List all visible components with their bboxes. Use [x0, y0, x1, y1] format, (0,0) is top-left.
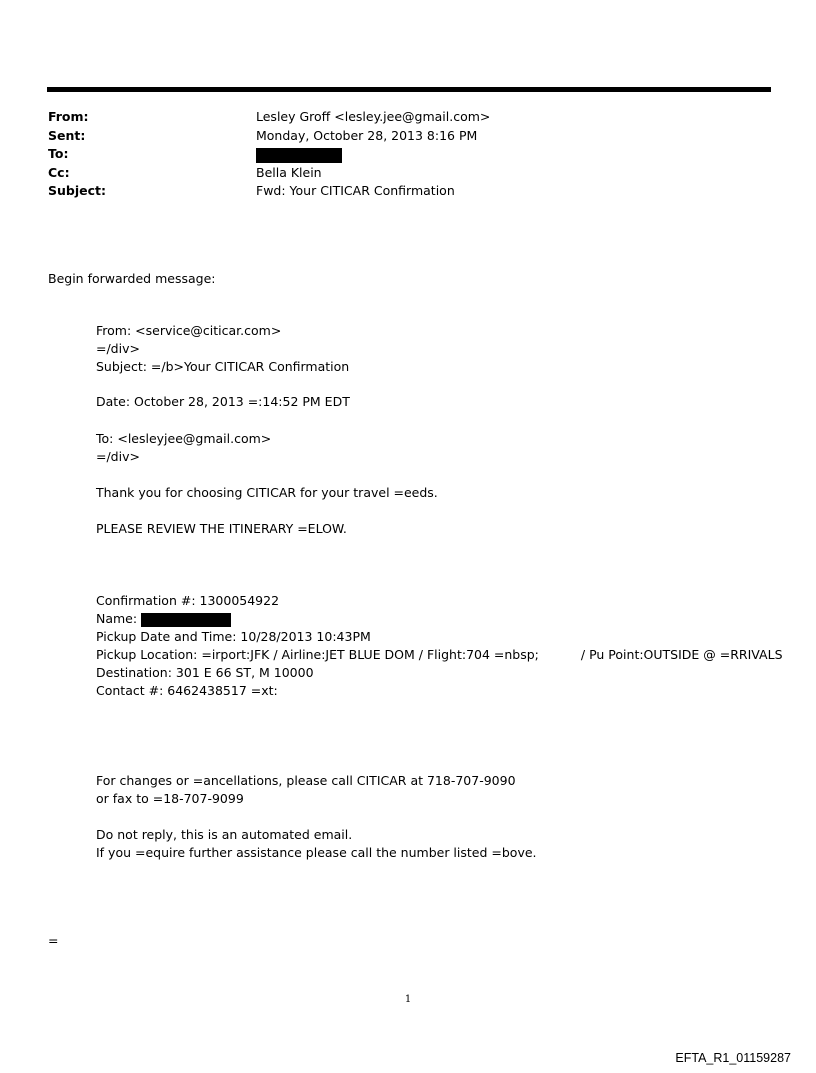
thanks-line: Thank you for choosing CITICAR for your travel =eeds. [96, 485, 438, 500]
to-row [48, 145, 768, 164]
sent-row [48, 127, 768, 146]
from-value: Lesley Groff <lesley.jee@gmail.com> [256, 109, 491, 124]
begin-forwarded: Begin forwarded message: [48, 271, 216, 286]
to-label: To: [48, 146, 69, 161]
from-label: From: [48, 109, 89, 124]
cc-label: Cc: [48, 164, 70, 180]
contact-number: Contact #: 6462438517 =xt: [96, 683, 278, 698]
subject-label: Subject: [48, 183, 106, 198]
name-label: Name: [96, 611, 138, 626]
subject-value: Fwd: Your CITICAR Confirmation [256, 183, 455, 198]
fwd-from: From: <service@citicar.com> [96, 323, 282, 338]
fwd-div-2: =/div> [96, 449, 140, 464]
cc-row [48, 164, 768, 183]
header-rule [47, 87, 771, 92]
sent-label: Sent: [48, 127, 86, 143]
subject-row [48, 182, 768, 201]
pickup-location-row [96, 646, 783, 664]
pickup-datetime: Pickup Date and Time: 10/28/2013 10:43PM [96, 629, 371, 644]
name-redaction [141, 613, 231, 627]
no-reply-line: Do not reply, this is an automated email. [96, 827, 353, 842]
from-row [48, 108, 768, 127]
changes-line: For changes or =ancellations, please call CITICAR at 718-707-9090 [96, 773, 516, 788]
fwd-div-1: =/div> [96, 341, 140, 356]
fwd-subject: Subject: =/b>Your CITICAR Confirmation [96, 359, 350, 374]
review-line: PLEASE REVIEW THE ITINERARY =ELOW. [96, 521, 347, 536]
to-redaction [256, 148, 342, 163]
cc-value: Bella Klein [256, 164, 322, 180]
email-header [48, 108, 768, 201]
fwd-to: To: <lesleyjee@gmail.com> [96, 431, 272, 446]
document-id: EFTA_R1_01159287 [675, 1051, 791, 1065]
trailing-equals: = [48, 933, 59, 948]
fax-line: or fax to =18-707-9099 [96, 791, 244, 806]
assist-line: If you =equire further assistance please call the number listed =bove. [96, 845, 537, 860]
destination: Destination: 301 E 66 ST, M 10000 [96, 665, 314, 680]
pu-point: / Pu Point:OUTSIDE @ =RRIVALS [580, 647, 783, 662]
name-row [96, 610, 231, 628]
sent-value: Monday, October 28, 2013 8:16 PM [256, 127, 478, 143]
confirmation-number: Confirmation #: 1300054922 [96, 593, 280, 608]
fwd-date: Date: October 28, 2013 =:14:52 PM EDT [96, 394, 350, 409]
pickup-location: Pickup Location: =irport:JFK / Airline:JET BLUE DOM / Flight:704 =nbsp; [96, 647, 539, 662]
page-number: 1 [404, 994, 412, 1005]
